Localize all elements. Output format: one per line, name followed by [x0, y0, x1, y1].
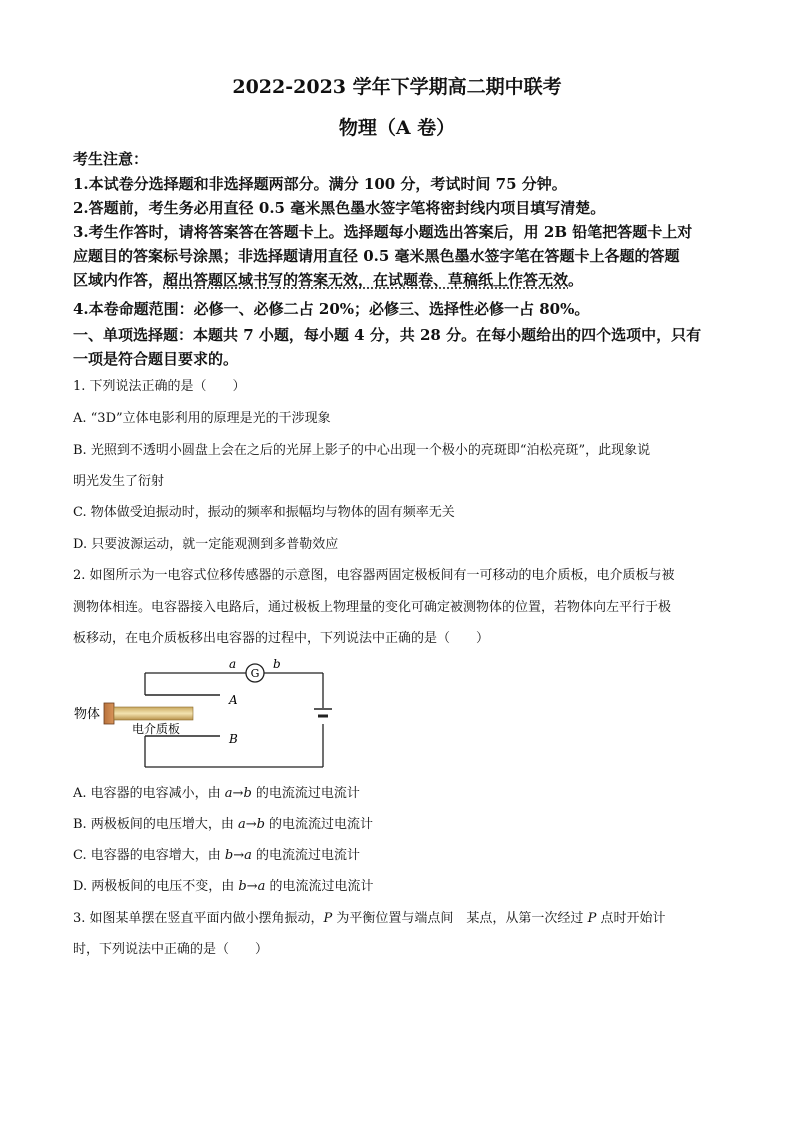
- notice-item-3-line-1: 3.考生作答时，请将答案答在答题卡上。选择题每小题选出答案后，用 2B 铅笔把答题卡上对: [73, 223, 693, 241]
- q1-option-d: D. 只要波源运动，就一定能观测到多普勒效应: [73, 537, 339, 552]
- q1-option-b-line-2: 明光发生了衍射: [73, 474, 165, 489]
- galvanometer-label: G: [250, 667, 260, 680]
- object-label: 物体: [74, 707, 101, 722]
- section-heading-line-1: 一、单项选择题：本题共 7 小题，每小题 4 分，共 28 分。在每小题给出的四个选项中，只有: [73, 326, 702, 344]
- option-text: D. 两极板间的电压不变，由: [73, 879, 239, 894]
- current-direction: a→b: [224, 786, 252, 801]
- current-direction: b→a: [224, 848, 252, 863]
- point-p: P: [323, 911, 333, 926]
- exam-title: 2022-2023 学年下学期高二期中联考: [232, 76, 562, 98]
- point-p: P: [587, 911, 597, 926]
- emphasis-text: 超出答题区域书写的答案无效，在试题卷、草稿纸上作答无效: [163, 271, 569, 289]
- q2-stem-line-1: 2. 如图所示为一电容式位移传感器的示意图，电容器两固定极板间有一可移动的电介质板，电介质板与被: [73, 568, 675, 583]
- exam-subtitle: 物理（A 卷）: [338, 117, 456, 139]
- node-a-label: a: [229, 657, 237, 671]
- plate-b-label: B: [229, 732, 238, 746]
- q1-option-b-line-1: B. 光照到不透明小圆盘上会在之后的光屏上影子的中心出现一个极小的亮斑即“泊松亮斑”，此现象说: [73, 443, 651, 458]
- q2-option-a: [73, 784, 360, 804]
- stem-text: 3. 如图某单摆在竖直平面内做小摆角振动，: [73, 911, 324, 926]
- option-text: A. 电容器的电容减小，由: [73, 786, 225, 801]
- option-text: C. 电容器的电容增大，由: [73, 848, 225, 863]
- stem-text: 为平衡位置与端点间 某点，从第一次经过: [332, 911, 588, 926]
- q1-stem: 1. 下列说法正确的是（ ）: [73, 379, 246, 394]
- notice-item-1: 1.本试卷分选择题和非选择题两部分。满分 100 分，考试时间 75 分钟。: [73, 175, 567, 193]
- node-b-label: b: [273, 657, 281, 671]
- notice-text: 。: [568, 271, 584, 289]
- q2-option-b: [73, 815, 373, 835]
- q2-option-d: [73, 877, 373, 897]
- notice-text: 区域内作答，: [73, 271, 164, 289]
- plate-a-label: A: [229, 693, 238, 707]
- option-text: B. 两极板间的电压增大，由: [73, 817, 238, 832]
- dielectric-label: 电介质板: [132, 722, 181, 736]
- notice-item-4: 4.本卷命题范围：必修一、必修二占 20%；必修三、选择性必修一占 80%。: [73, 300, 590, 318]
- q2-stem-line-3: 板移动，在电介质板移出电容器的过程中，下列说法中正确的是（ ）: [73, 631, 490, 646]
- option-text: 的电流流过电流计: [251, 848, 360, 863]
- section-heading-line-2: 一项是符合题目要求的。: [73, 350, 239, 368]
- q3-stem-line-2: 时，下列说法中正确的是（ ）: [73, 942, 269, 957]
- option-text: 的电流流过电流计: [264, 817, 374, 832]
- q2-stem-line-2: 测物体相连。电容器接入电路后，通过极板上物理量的变化可确定被测物体的位置，若物体向左平行于极: [73, 600, 672, 615]
- stem-text: 点时开始计: [596, 911, 666, 926]
- notice-item-3-line-2: 应题目的答案标号涂黑；非选择题请用直径 0.5 毫米黑色墨水签字笔在答题卡上各题的答题: [73, 247, 680, 265]
- current-direction: b→a: [238, 879, 266, 894]
- q3-stem-line-1: [73, 909, 665, 929]
- notice-item-2: 2.答题前，考生务必用直径 0.5 毫米黑色墨水签字笔将密封线内项目填写清楚。: [73, 199, 606, 217]
- q2-option-c: [73, 846, 360, 866]
- option-text: 的电流流过电流计: [251, 786, 360, 801]
- option-text: 的电流流过电流计: [265, 879, 374, 894]
- notice-heading: 考生注意：: [73, 150, 149, 168]
- q1-option-c: C. 物体做受迫振动时，振动的频率和振幅均与物体的固有频率无关: [73, 505, 455, 520]
- q1-option-a: A. “3D”立体电影利用的原理是光的干涉现象: [73, 411, 331, 426]
- dielectric-slab: [114, 707, 193, 720]
- current-direction: a→b: [237, 817, 265, 832]
- object-block: [104, 703, 114, 724]
